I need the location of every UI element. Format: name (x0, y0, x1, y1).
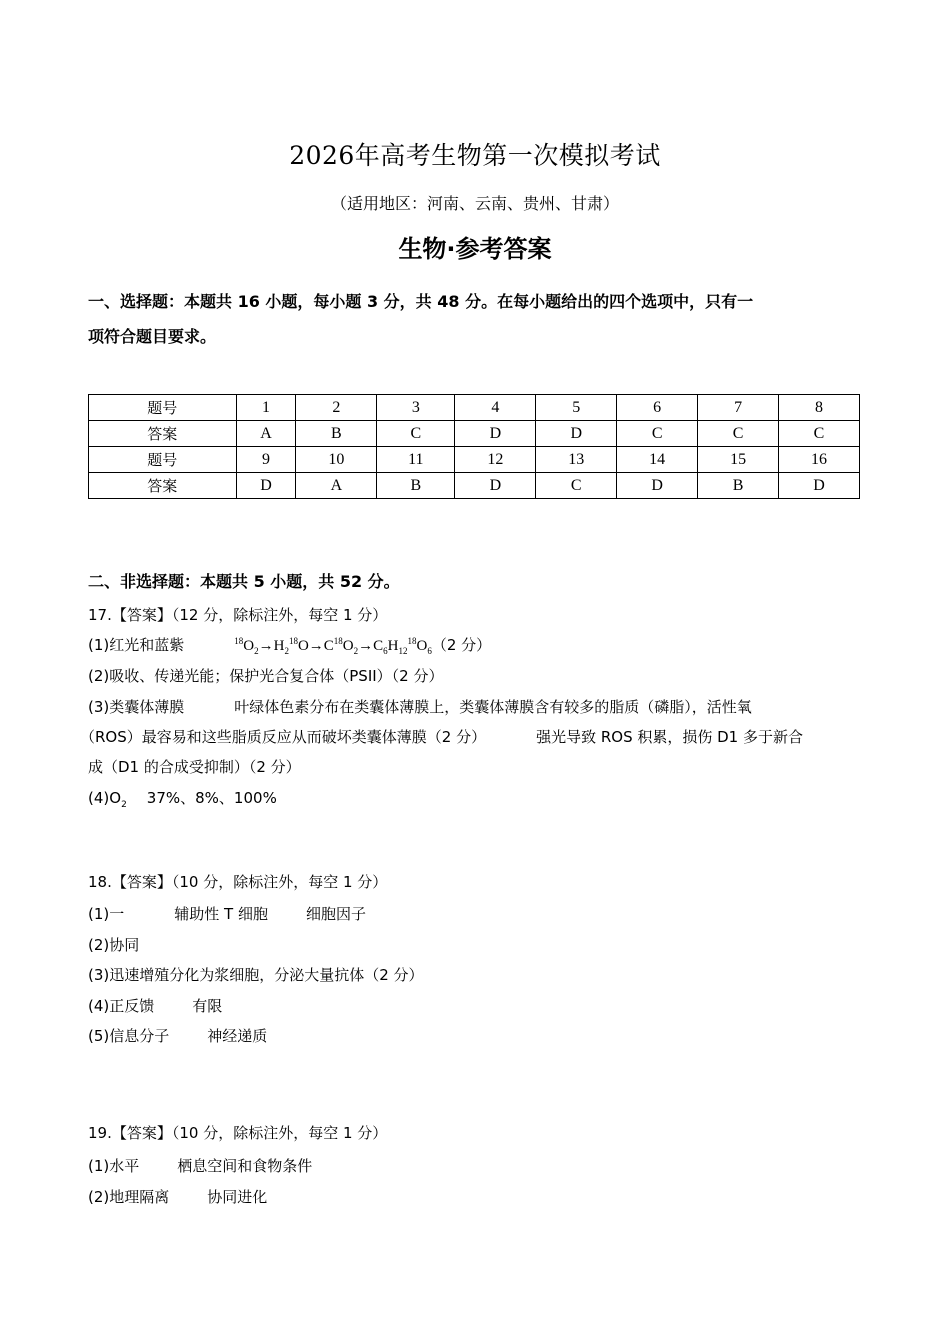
table-cell: C (779, 421, 860, 447)
table-row (89, 395, 860, 421)
table-cell: 9 (236, 447, 296, 473)
q17-p3-reason-cont: （ROS）最容易和这些脂质反应从而破坏类囊体薄膜（2 分） (80, 728, 487, 746)
row-label: 题号 (89, 447, 237, 473)
table-cell: C (377, 421, 455, 447)
q18-part4 (88, 995, 222, 1016)
q19-p1-b: 栖息空间和食物条件 (177, 1157, 313, 1175)
q19-p1-a: (1)水平 (88, 1157, 140, 1175)
table-cell: 3 (377, 395, 455, 421)
table-cell: 10 (296, 447, 377, 473)
page-title: 2026年高考生物第一次模拟考试 (289, 141, 661, 170)
table-cell: D (536, 421, 617, 447)
q17-part1 (88, 634, 491, 656)
q19-part1 (88, 1155, 312, 1176)
q17-part3-line2 (80, 726, 803, 747)
q17-part3-line3: 成（D1 的合成受抑制）（2 分） (88, 758, 301, 776)
table-cell: 12 (455, 447, 536, 473)
table-cell: A (236, 421, 296, 447)
table-cell: B (296, 421, 377, 447)
row-label: 答案 (89, 473, 237, 499)
q17-p3-answer: (3)类囊体薄膜 (88, 698, 185, 716)
answer-table (88, 394, 860, 499)
section1-line1: 一、选择题：本题共 16 小题，每小题 3 分，共 48 分。在每小题给出的四个选项中，只有一 (88, 292, 754, 311)
table-cell: 2 (296, 395, 377, 421)
table-cell: D (236, 473, 296, 499)
q17-p3-reason2: 强光导致 ROS 积累，损伤 D1 多于新合 (536, 728, 803, 746)
q17-part3-line1 (88, 696, 752, 717)
q18-p1-c: 细胞因子 (305, 905, 366, 923)
q17-p1-score: （2 分） (431, 636, 492, 654)
table-cell: 5 (536, 395, 617, 421)
q19-p2-a: (2)地理隔离 (88, 1188, 170, 1206)
table-cell: A (296, 473, 377, 499)
section1-line2: 项符合题目要求。 (88, 327, 217, 346)
table-cell: B (698, 473, 779, 499)
q18-header: 18.【答案】（10 分，除标注外，每空 1 分） (88, 873, 388, 891)
table-cell: D (455, 421, 536, 447)
table-cell: D (617, 473, 698, 499)
q17-p4-values: 37%、8%、100% (146, 789, 277, 807)
table-cell: 16 (779, 447, 860, 473)
row-label: 答案 (89, 421, 237, 447)
table-cell: 11 (377, 447, 455, 473)
page-subtitle: （适用地区：河南、云南、贵州、甘肃） (330, 194, 619, 213)
q17-p1-text: (1)红光和蓝紫 (88, 636, 185, 654)
table-cell: 13 (536, 447, 617, 473)
answer-heading: 生物·参考答案 (398, 235, 552, 263)
q18-p1-b: 辅助性 T 细胞 (174, 905, 268, 923)
table-cell: 4 (455, 395, 536, 421)
q18-p1-a: (1)一 (88, 905, 125, 923)
q18-part2: (2)协同 (88, 936, 140, 954)
q19-p2-b: 协同进化 (207, 1188, 268, 1206)
table-cell: 7 (698, 395, 779, 421)
table-cell: 15 (698, 447, 779, 473)
table-cell: D (779, 473, 860, 499)
section2-heading: 二、非选择题：本题共 5 小题，共 52 分。 (88, 572, 400, 591)
q18-part3: (3)迅速增殖分化为浆细胞，分泌大量抗体（2 分） (88, 966, 424, 984)
q17-p4-subscript: 2 (121, 800, 127, 810)
table-cell: 6 (617, 395, 698, 421)
q18-p5-b: 神经递质 (207, 1027, 268, 1045)
q19-part2 (88, 1186, 267, 1207)
table-row (89, 473, 860, 499)
q18-part1 (88, 903, 366, 924)
q18-p4-a: (4)正反馈 (88, 997, 155, 1015)
table-cell: B (377, 473, 455, 499)
row-label: 题号 (89, 395, 237, 421)
q17-header: 17.【答案】（12 分，除标注外，每空 1 分） (88, 606, 388, 624)
q17-part2: (2)吸收、传递光能；保护光合复合体（PSII）（2 分） (88, 667, 444, 685)
table-cell: C (698, 421, 779, 447)
table-cell: 8 (779, 395, 860, 421)
q18-p5-a: (5)信息分子 (88, 1027, 170, 1045)
table-cell: D (455, 473, 536, 499)
q18-p4-b: 有限 (192, 997, 223, 1015)
q17-p4-answer: (4)O (88, 789, 122, 807)
q17-p3-reason: 叶绿体色素分布在类囊体薄膜上，类囊体薄膜含有较多的脂质（磷脂），活性氧 (234, 698, 752, 716)
q17-part4 (88, 787, 277, 810)
q18-part5 (88, 1025, 267, 1046)
table-cell: C (617, 421, 698, 447)
table-cell: C (536, 473, 617, 499)
q19-header: 19.【答案】（10 分，除标注外，每空 1 分） (88, 1124, 388, 1142)
q17-formula: $^{18}O_2\to H_2^{18}O\to C^{18}O_2\to C_6H_{12}^{18}O_6$ (234, 636, 432, 656)
table-cell: 14 (617, 447, 698, 473)
table-cell: 1 (236, 395, 296, 421)
table-row (89, 421, 860, 447)
table-row (89, 447, 860, 473)
